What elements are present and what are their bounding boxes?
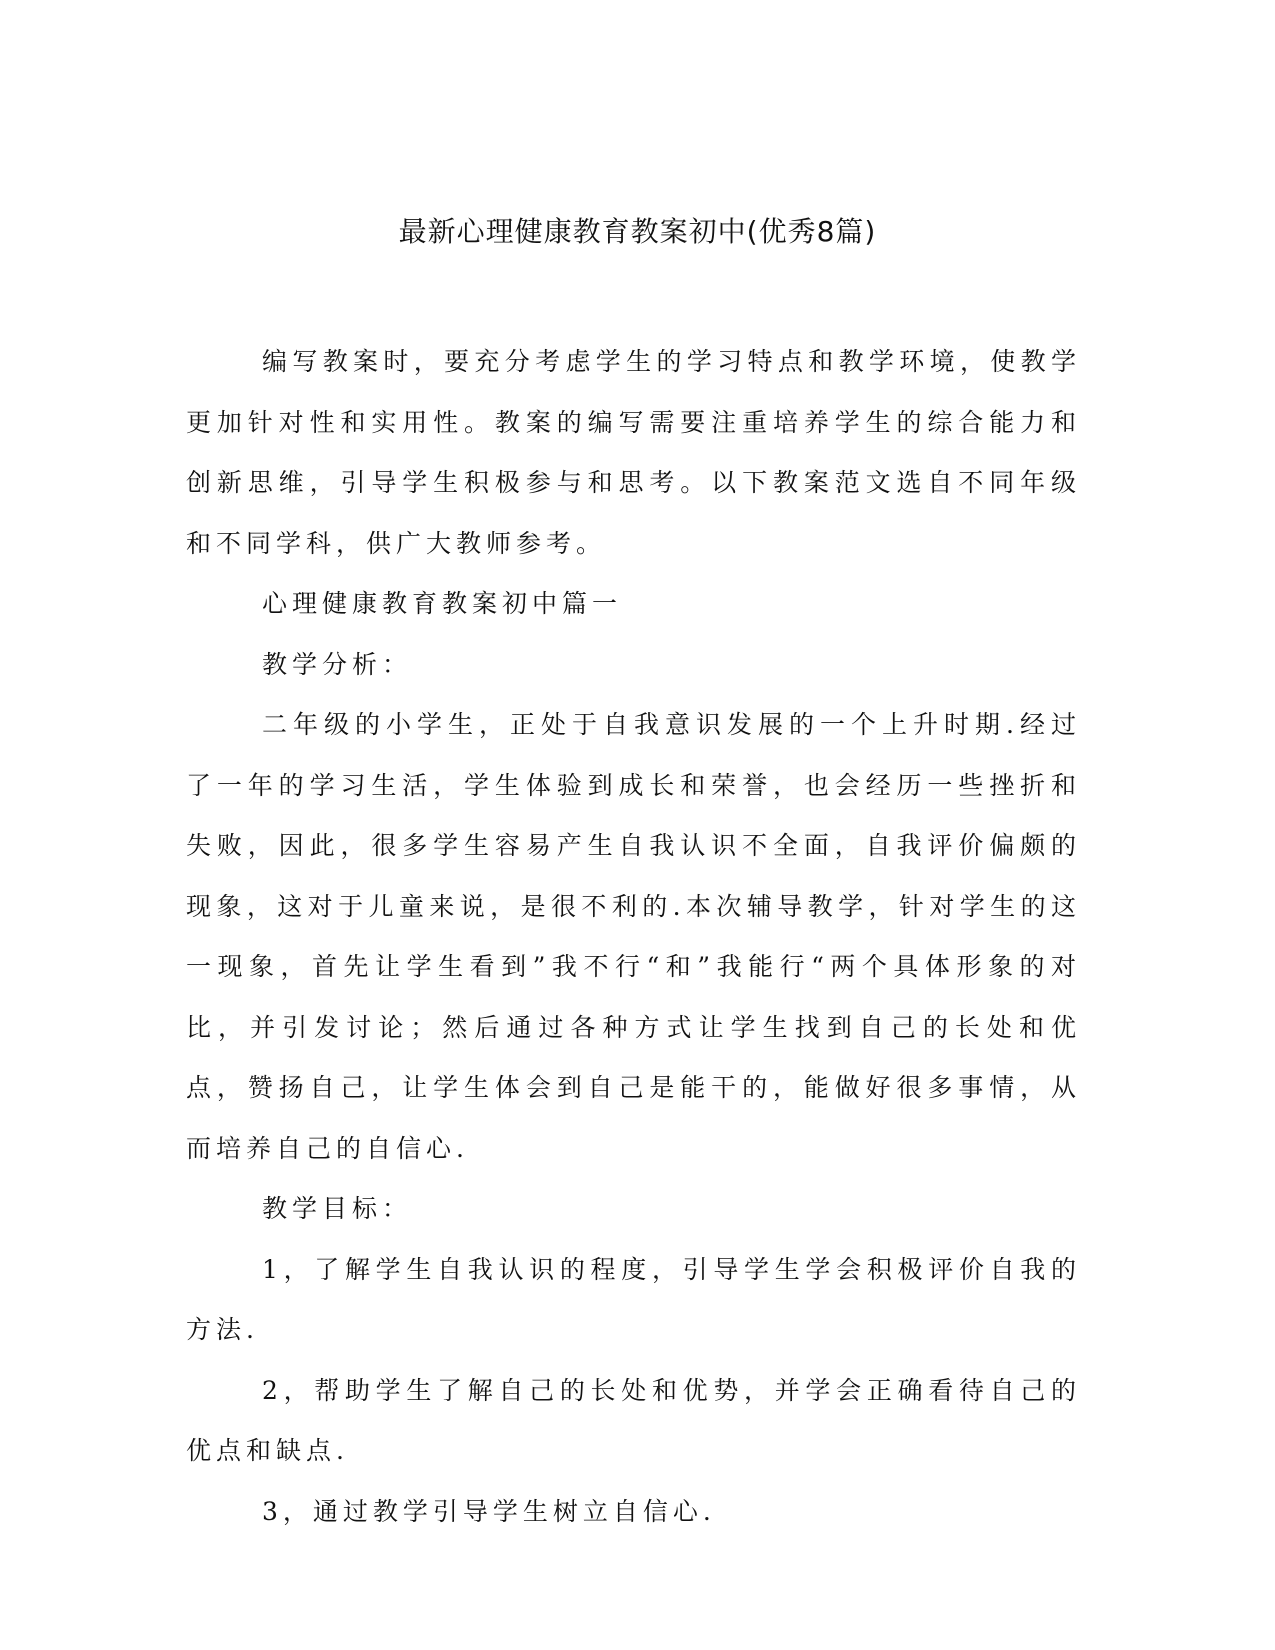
document-body	[186, 332, 1081, 1542]
intro-paragraph: 编写教案时，要充分考虑学生的学习特点和教学环境，使教学更加针对性和实用性。教案的编写需要注重培养学生的综合能力和创新思维，引导学生积极参与和思考。以下教案范文选自不同年级和不同学科，供广大教师参考。	[186, 347, 1081, 558]
section-heading: 心理健康教育教案初中篇一	[262, 589, 623, 618]
analysis-paragraph: 二年级的小学生，正处于自我意识发展的一个上升时期.经过了一年的学习生活，学生体验到成长和荣誉，也会经历一些挫折和失败，因此，很多学生容易产生自我认识不全面，自我评价偏颇的现象，这对于儿童来说，是很不利的.本次辅导教学，针对学生的这一现象，首先让学生看到”我不行“和”我能行“两个具体形象的对比，并引发讨论；然后通过各种方式让学生找到自己的长处和优点，赞扬自己，让学生体会到自己是能干的，能做好很多事情，从而培养自己的自信心.	[186, 710, 1081, 1163]
subheading-analysis: 教学分析：	[262, 649, 413, 679]
goal-item-2: 2，帮助学生了解自己的长处和优势，并学会正确看待自己的优点和缺点.	[186, 1375, 1081, 1465]
goal-item-1: 1，了解学生自我认识的程度，引导学生学会积极评价自我的方法.	[186, 1254, 1081, 1344]
subheading-goals: 教学目标：	[262, 1194, 413, 1223]
goal-item-3: 3，通过教学引导学生树立自信心.	[262, 1496, 716, 1526]
document-title: 最新心理健康教育教案初中(优秀8篇)	[398, 215, 877, 248]
